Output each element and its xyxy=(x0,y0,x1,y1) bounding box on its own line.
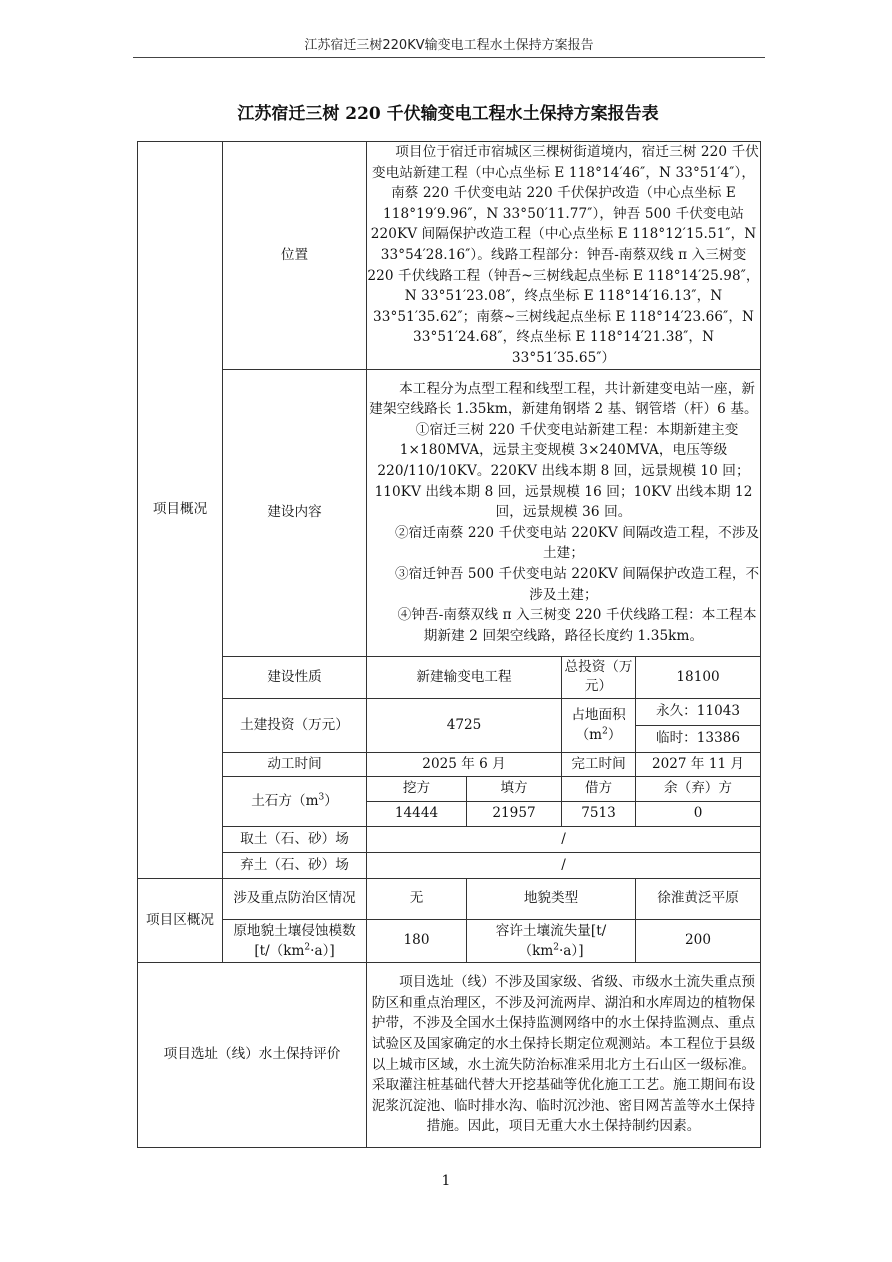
header-rule xyxy=(133,57,765,58)
civil-invest-row xyxy=(138,698,761,725)
location-text xyxy=(367,142,761,370)
earthwork-value-borrow: 7513 xyxy=(562,801,636,826)
evaluation-label: 项目选址（线）水土保持评价 xyxy=(138,962,367,1147)
start-value: 2025 年 6 月 xyxy=(367,752,562,776)
zone-value: 无 xyxy=(367,878,467,919)
content-paragraph: ①宿迁三树 220 千伏变电站新建工程：本期新建主变 1×180MVA，远景主变规模 3×240MVA，电压等级 220/110/10KV。220KV 出线本期 8 回，远景规模 10 回；110KV 出线本期 8 回，远景规模 16 回；10KV 出线本期 12 回，远景规模 36 回。 xyxy=(374,421,753,521)
area-unit-superscript: 2 xyxy=(602,726,608,737)
earthwork-label-close: ） xyxy=(324,792,338,809)
erosion-label xyxy=(223,919,367,962)
end-label: 完工时间 xyxy=(562,752,636,776)
earthwork-value-fill: 21957 xyxy=(467,801,562,826)
spoil-site-label: 弃土（石、砂）场 xyxy=(223,852,367,878)
content-paragraph: ④钟吾-南蔡双线 π 入三树变 220 千伏线路工程：本工程本期新建 2 回架空线路，路径长度约 1.35km。 xyxy=(397,607,757,644)
report-table xyxy=(137,141,761,1148)
erosion-value: 180 xyxy=(367,919,467,962)
content-label: 建设内容 xyxy=(223,369,367,656)
evaluation-paragraph: 项目选址（线）不涉及国家级、省级、市级水土流失重点预防区和重点治理区，不涉及河流两岸、湖泊和水库周边的植物保护带，不涉及全国水土保持监测网络中的水土保持监测点、重点试验区及国家确定的水土保持长期定位观测站。本工程位于县级以上城市区域，水土流失防治标准采用北方土石山区一级标准。采取灌注桩基础代替大开挖基础等优化施工工艺。施工期间布设泥浆沉淀池、临时排水沟、临时沉沙池、密目网苫盖等水土保持措施。因此，项目无重大水土保持制约因素。 xyxy=(371,974,756,1135)
earthwork-header-fill: 填方 xyxy=(467,776,562,801)
earthwork-value-spoil: 0 xyxy=(636,801,761,826)
earthwork-label xyxy=(223,776,367,826)
area-unit: （m xyxy=(575,727,603,744)
schedule-row xyxy=(138,752,761,776)
zone-label: 涉及重点防治区情况 xyxy=(223,878,367,919)
nature-value: 新建输变电工程 xyxy=(367,656,562,698)
location-paragraph: 项目位于宿迁市宿城区三棵树街道境内，宿迁三树 220 千伏变电站新建工程（中心点坐标 E 118°14′46″，N 33°51′4″），南蔡 220 千伏变电站 220 千伏保护改造（中心点坐标 E 118°19′9.96″，N 33°50′11.77″），钟吾 500 千伏变电站 220KV 间隔保护改造工程（中心点坐标 E 118°12′15.51″，N 33°54′28.16″）。线路工程部分：钟吾-南蔡双线 π 入三树变 220 千伏线路工程（钟吾~三树线起点坐标 E 118°14′25.98″，N 33°51′23.08″，终点坐标 E 118°14′16.13″，N 33°51′35.62″；南蔡~三树线起点坐标 E 118°14′23.66″，N 33°51′24.68″，终点坐标 E 118°14′21.38″，N 33°51′35.65″） xyxy=(367,144,760,366)
area-unit-close: ） xyxy=(607,727,622,744)
area-temporary: 临时：13386 xyxy=(636,725,761,752)
content-paragraph: ②宿迁南蔡 220 千伏变电站 220KV 间隔改造工程，不涉及土建； xyxy=(394,524,760,562)
content-row xyxy=(138,369,761,656)
area-permanent: 永久：11043 xyxy=(636,698,761,725)
earthwork-label-text: 土石方（m xyxy=(251,792,319,809)
landform-value: 徐淮黄泛平原 xyxy=(636,878,761,919)
earthwork-header-row xyxy=(138,776,761,801)
nature-label: 建设性质 xyxy=(223,656,367,698)
earthwork-header-borrow: 借方 xyxy=(562,776,636,801)
borrow-site-row xyxy=(138,826,761,852)
allowable-label-line2: （km xyxy=(518,942,554,959)
erosion-row xyxy=(138,919,761,962)
page-number: 1 xyxy=(441,1173,451,1189)
area-overview-label: 项目区概况 xyxy=(138,878,223,962)
content-text xyxy=(367,369,761,656)
spoil-site-value: / xyxy=(367,852,761,878)
spoil-site-row xyxy=(138,852,761,878)
area-label xyxy=(562,698,636,752)
evaluation-row xyxy=(138,962,761,1147)
borrow-site-label: 取土（石、砂）场 xyxy=(223,826,367,852)
total-invest-value: 18100 xyxy=(636,656,761,698)
landform-label: 地貌类型 xyxy=(467,878,636,919)
earthwork-label-superscript: 3 xyxy=(318,792,325,803)
total-invest-label: 总投资（万元） xyxy=(562,656,636,698)
earthwork-header-spoil: 余（弃）方 xyxy=(636,776,761,801)
evaluation-text xyxy=(367,962,761,1147)
location-label: 位置 xyxy=(223,142,367,370)
start-label: 动工时间 xyxy=(223,752,367,776)
content-paragraph: ③宿迁钟吾 500 千伏变电站 220KV 间隔保护改造工程，不涉及土建； xyxy=(394,566,760,603)
area-label-text: 占地面积 xyxy=(571,707,626,724)
allowable-label-line2-end: ·a）] xyxy=(558,942,584,959)
allowable-label-superscript: 2 xyxy=(553,942,559,952)
end-value: 2027 年 11 月 xyxy=(636,752,761,776)
earthwork-value-cut: 14444 xyxy=(367,801,467,826)
project-overview-label: 项目概况 xyxy=(138,142,223,879)
erosion-label-superscript: 2 xyxy=(304,942,311,952)
erosion-label-line1: 原地貌土壤侵蚀模数 xyxy=(233,922,356,939)
erosion-label-line2-end: ·a）] xyxy=(310,942,335,959)
allowable-label-line1: 容许土壤流失量[t/ xyxy=(495,922,607,939)
civil-invest-label: 土建投资（万元） xyxy=(223,698,367,752)
running-header: 江苏宿迁三树220KV输变电工程水土保持方案报告 xyxy=(304,38,594,53)
earthwork-header-cut: 挖方 xyxy=(367,776,467,801)
document-title: 江苏宿迁三树 220 千伏输变电工程水土保持方案报告表 xyxy=(237,104,659,124)
zone-row xyxy=(138,878,761,919)
allowable-value: 200 xyxy=(636,919,761,962)
borrow-site-value: / xyxy=(367,826,761,852)
location-row xyxy=(138,142,761,370)
civil-invest-value: 4725 xyxy=(367,698,562,752)
erosion-label-line2: [t/（km xyxy=(254,942,305,959)
allowable-label xyxy=(467,919,636,962)
content-paragraph: 本工程分为点型工程和线型工程，共计新建变电站一座，新建架空线路长 1.35km，新建角钢塔 2 基、钢管塔（杆）6 基。 xyxy=(369,380,758,418)
nature-row xyxy=(138,656,761,698)
